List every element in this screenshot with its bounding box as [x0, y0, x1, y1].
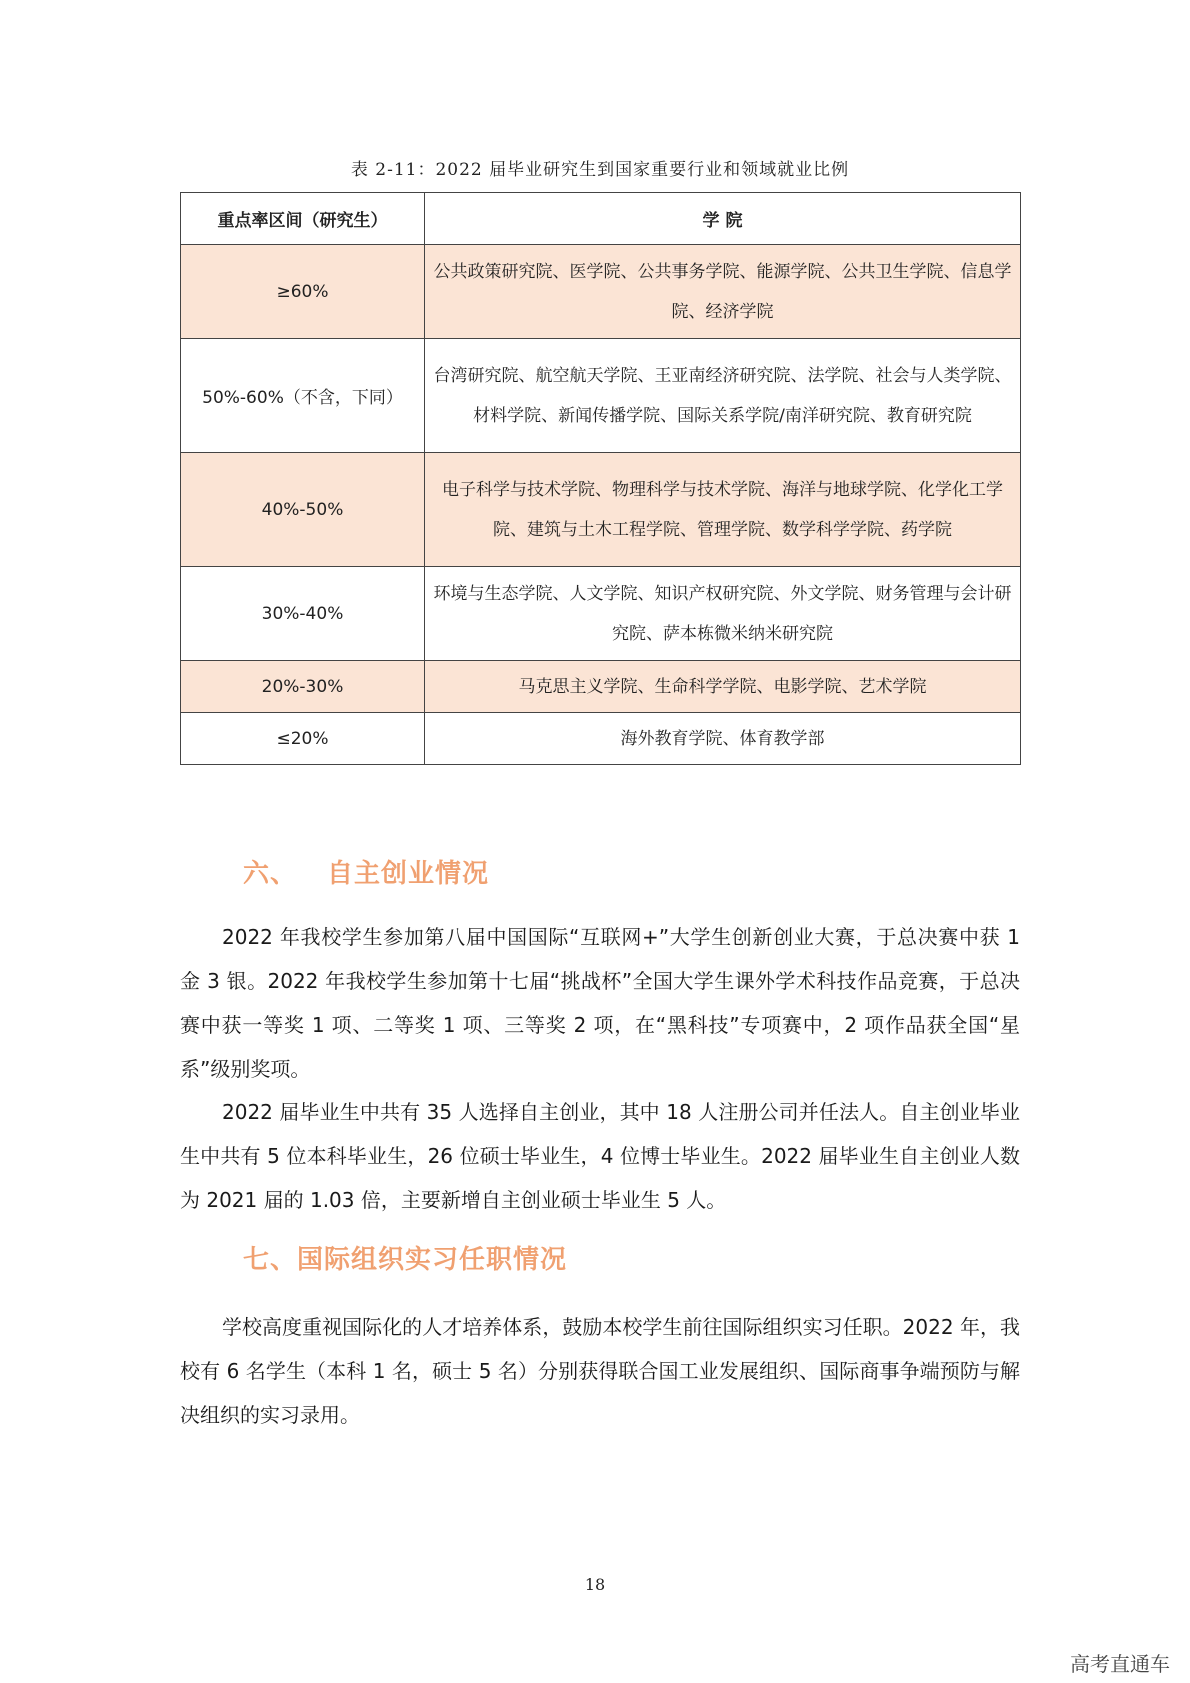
section-number: 六、 — [243, 859, 298, 889]
section-number: 七、 — [243, 1245, 298, 1275]
paragraph-entrepreneurs: 2022 届毕业生中共有 35 人选择自主创业，其中 18 人注册公司并任法人。自主创业毕业生中共有 5 位本科毕业生，26 位硕士毕业生，4 位博士毕业生。2022 届毕业生自主创业人数为 2021 届的 1.03 倍，主要新增自主创业硕士毕业生 5 人。 — [180, 1100, 1020, 1212]
page-number: 18 — [584, 1575, 606, 1594]
colleges-cell: 马克思主义学院、生命科学学院、电影学院、艺术学院 — [425, 661, 1021, 713]
range-cell: 30%-40% — [181, 567, 425, 661]
paragraph-internships: 学校高度重视国际化的人才培养体系，鼓励本校学生前往国际组织实习任职。2022 年，我校有 6 名学生（本科 1 名，硕士 5 名）分别获得联合国工业发展组织、国际商事争端预防与解决组织的实习录用。 — [180, 1315, 1020, 1427]
table-row — [181, 339, 1021, 453]
table-row — [181, 661, 1021, 713]
range-cell: 50%-60%（不含，下同） — [181, 339, 425, 453]
paragraph-competitions: 2022 年我校学生参加第八届中国国际“互联网+”大学生创新创业大赛，于总决赛中获 1 金 3 银。2022 年我校学生参加第十七届“挑战杯”全国大学生课外学术科技作品竞赛，于总决赛中获一等奖 1 项、二等奖 1 项、三等奖 2 项，在“黑科技”专项赛中，2 项作品获全国“星系”级别奖项。 — [180, 925, 1020, 1081]
table-row — [181, 245, 1021, 339]
table-row — [181, 453, 1021, 567]
watermark: 高考直通车 — [1070, 1652, 1170, 1676]
header-range: 重点率区间（研究生） — [181, 193, 425, 245]
table-row — [181, 567, 1021, 661]
table-caption: 表 2-11：2022 届毕业研究生到国家重要行业和领域就业比例 — [350, 160, 850, 180]
range-cell: ≥60% — [181, 245, 425, 339]
colleges-cell: 环境与生态学院、人文学院、知识产权研究院、外文学院、财务管理与会计研究院、萨本栋微米纳米研究院 — [425, 567, 1021, 661]
colleges-cell: 台湾研究院、航空航天学院、王亚南经济研究院、法学院、社会与人类学院、材料学院、新闻传播学院、国际关系学院/南洋研究院、教育研究院 — [425, 339, 1021, 453]
table-row — [181, 713, 1021, 765]
range-cell: ≤20% — [181, 713, 425, 765]
range-cell: 40%-50% — [181, 453, 425, 567]
header-colleges: 学 院 — [425, 193, 1021, 245]
section-heading-international-orgs — [243, 1239, 567, 1276]
employment-rate-table — [180, 192, 1021, 765]
colleges-cell: 公共政策研究院、医学院、公共事务学院、能源学院、公共卫生学院、信息学院、经济学院 — [425, 245, 1021, 339]
range-cell: 20%-30% — [181, 661, 425, 713]
colleges-cell: 电子科学与技术学院、物理科学与技术学院、海洋与地球学院、化学化工学院、建筑与土木工程学院、管理学院、数学科学学院、药学院 — [425, 453, 1021, 567]
section-heading-entrepreneurship — [243, 853, 489, 890]
section-title: 国际组织实习任职情况 — [297, 1245, 568, 1275]
colleges-cell: 海外教育学院、体育教学部 — [425, 713, 1021, 765]
section-title: 自主创业情况 — [327, 859, 490, 889]
table-header-row — [181, 193, 1021, 245]
